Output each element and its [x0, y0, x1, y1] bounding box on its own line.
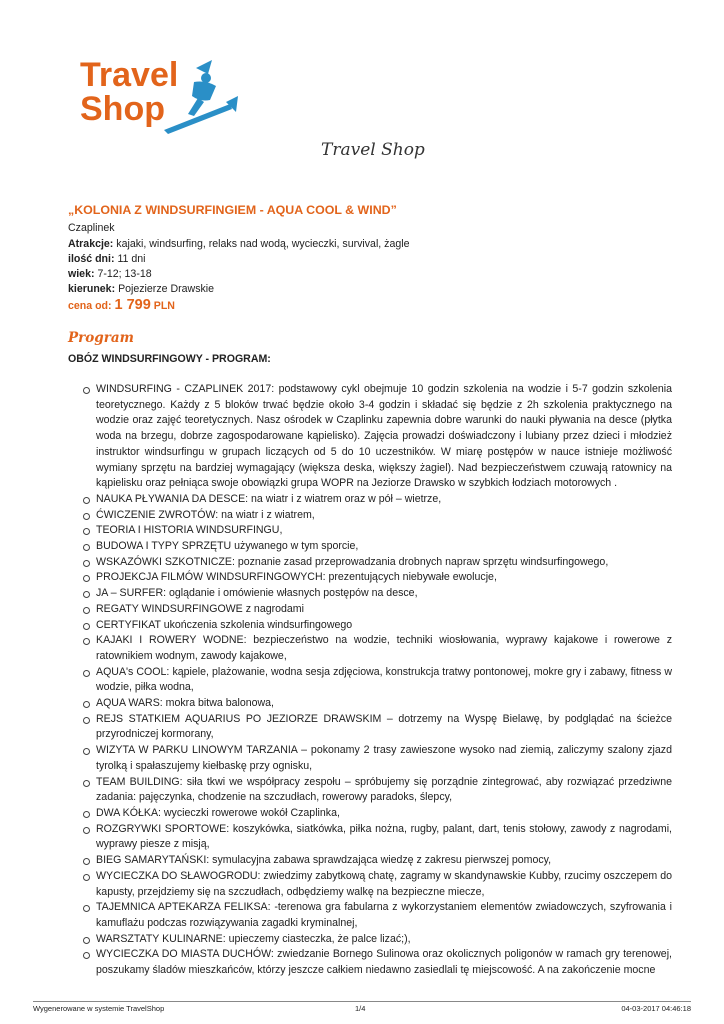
program-item: AQUA WARS: mokra bitwa balonowa,	[82, 696, 672, 712]
program-item: JA – SURFER: oglądanie i omówienie własnych postępów na desce,	[82, 586, 672, 602]
direction-label: kierunek:	[68, 283, 116, 296]
program-item: WSKAZÓWKI SZKOTNICZE: poznanie zasad przeprowadzania drobnych napraw sprzętu windsurfingowego,	[82, 555, 672, 571]
program-subheading: OBÓZ WINDSURFINGOWY - PROGRAM:	[68, 353, 271, 365]
program-item: BIEG SAMARYTAŃSKI: symulacyjna zabawa sprawdzająca wiedzę z zakresu pierwszej pomocy,	[82, 853, 672, 869]
footer-page-number: 1/4	[355, 1004, 366, 1013]
program-item: TEAM BUILDING: siła tkwi we współpracy zespołu – spróbujemy się porządnie zintegrować, aby rozwiązać przedziwne zadania: pajęczynka, chodzenie na szczudłach, rowerowy paradoks, ślepcy,	[82, 775, 672, 806]
days-value: 11 dni	[117, 252, 146, 265]
program-list	[82, 382, 672, 979]
program-item: REJS STATKIEM AQUARIUS PO JEZIORZE DRAWSKIM – dotrzemy na Wyspę Bielawę, by podglądać na ścieżce przyrodniczej kormorany,	[82, 712, 672, 743]
program-item: WYCIECZKA DO SŁAWOGRODU: zwiedzimy zabytkową chatę, zagramy w skandynawskie Kubby, rzucimy oszczepem do kapusty, przejdziemy się na szczudłach, odbędziemy walkę na bezpieczne miecze,	[82, 869, 672, 900]
footer-generator: Wygenerowane w systemie TravelShop	[33, 1004, 165, 1013]
logo-word-travel: Travel	[80, 56, 179, 94]
program-item: NAUKA PŁYWANIA DA DESCE: na wiatr i z wiatrem oraz w pół – wietrze,	[82, 492, 672, 508]
offer-price-row	[68, 298, 678, 314]
offer-title: „KOLONIA Z WINDSURFINGIEM - AQUA COOL & WIND”	[68, 203, 397, 217]
price-currency: PLN	[153, 299, 175, 312]
days-label: ilość dni:	[68, 252, 115, 265]
footer-timestamp: 04-03-2017 04:46:18	[621, 1004, 691, 1013]
price-label: cena od:	[68, 299, 112, 312]
program-item: WIZYTA W PARKU LINOWYM TARZANIA – pokonamy 2 trasy zawieszone wysoko nad ziemią, zaliczymy szalony zjazd tyrolką i spałaszujemy kiełbaskę przy ognisku,	[82, 743, 672, 774]
logo-word-shop: Shop	[80, 90, 165, 128]
program-item: AQUA's COOL: kąpiele, plażowanie, wodna sesja zdjęciowa, konstrukcja tratwy pontonowej, mokre gry i zabawy, fitness w wodzie, piłka wodna,	[82, 665, 672, 696]
program-item: DWA KÓŁKA: wycieczki rowerowe wokół Czaplinka,	[82, 806, 672, 822]
offer-location: Czaplinek	[68, 222, 115, 235]
direction-value: Pojezierze Drawskie	[118, 283, 215, 296]
program-item: ĆWICZENIE ZWROTÓW: na wiatr i z wiatrem,	[82, 508, 672, 524]
age-value: 7-12; 13-18	[97, 268, 152, 281]
age-label: wiek:	[68, 268, 95, 281]
program-item: BUDOWA I TYPY SPRZĘTU używanego w tym sporcie,	[82, 539, 672, 555]
program-item: TEORIA I HISTORIA WINDSURFINGU,	[82, 523, 672, 539]
offer-age-row	[68, 267, 678, 282]
price-value: 1 799	[114, 296, 151, 313]
program-item: WINDSURFING - CZAPLINEK 2017: podstawowy cykl obejmuje 10 godzin szkolenia na wodzie i 5-7 godzin szkolenia teoretycznego. Każdy z 5 bloków trwać będzie około 3-4 godzin i składać się będzie z 2h szkolenia praktycznego na wodzie oraz zajęć teoretycznych. Nasz ośrodek w Czaplinku zapewnia dobre warunki do nauki pływania na desce (płytka woda na brzegu, dobrze zagospodarowane kąpielisko). Zajęcia prowadzi doświadczony i lubiany przez dzieci i młodzież instruktor windsurfingu w grupach liczących od 5 do 10 uczestników. W miarę postępów w nauce istnieje możliwość wymiany sprzętu na bardziej wymagający (większa deska, większy żagiel). Nad bezpieczeństwem czuwają ratownicy na kąpielisku oraz pełniąca swoje obowiązki grupa WOPR na Jeziorze Drawsko w szybkich łodziach motorowych .	[82, 382, 672, 492]
offer-attractions-row	[68, 237, 678, 252]
program-item: KAJAKI I ROWERY WODNE: bezpieczeństwo na wodzie, techniki wiosłowania, wyprawy kajakowe i rowerowe z ratownikiem wodnym, zawody kajakowe,	[82, 633, 672, 664]
program-item: WYCIECZKA DO MIASTA DUCHÓW: zwiedzanie Bornego Sulinowa oraz okolicznych poligonów w ramach gry terenowej, poszukamy śladów mieszkańców, którzy jeszcze całkiem niedawno zasiedlali tę miejscowość. A na zakończenie mocne	[82, 947, 672, 978]
travelshop-logo	[78, 52, 238, 142]
program-item: WARSZTATY KULINARNE: upieczemy ciasteczka, że palce lizać;),	[82, 932, 672, 948]
program-item: ROZGRYWKI SPORTOWE: koszykówka, siatkówka, piłka nożna, rugby, palant, dart, tenis stołowy, zawody z nagrodami, wyprawy piesze z misją,	[82, 822, 672, 853]
page-footer	[33, 1001, 691, 1013]
offer-details	[68, 203, 678, 314]
program-heading: Program	[68, 330, 134, 346]
program-item: REGATY WINDSURFINGOWE z nagrodami	[82, 602, 672, 618]
offer-direction-row	[68, 282, 678, 297]
program-item: PROJEKCJA FILMÓW WINDSURFINGOWYCH: prezentujących niebywałe ewolucje,	[82, 570, 672, 586]
attractions-label: Atrakcje:	[68, 237, 114, 250]
program-item: TAJEMNICA APTEKARZA FELIKSA: -terenowa gra fabularna z wykorzystaniem elementów zwiadowczych, szyfrowania i kamuflażu podczas rozwiązywania zagadki kryminalnej,	[82, 900, 672, 931]
brand-name: Travel Shop	[321, 140, 425, 160]
attractions-value: kajaki, windsurfing, relaks nad wodą, wycieczki, survival, żagle	[116, 237, 410, 250]
offer-days-row	[68, 252, 678, 267]
program-item: CERTYFIKAT ukończenia szkolenia windsurfingowego	[82, 618, 672, 634]
